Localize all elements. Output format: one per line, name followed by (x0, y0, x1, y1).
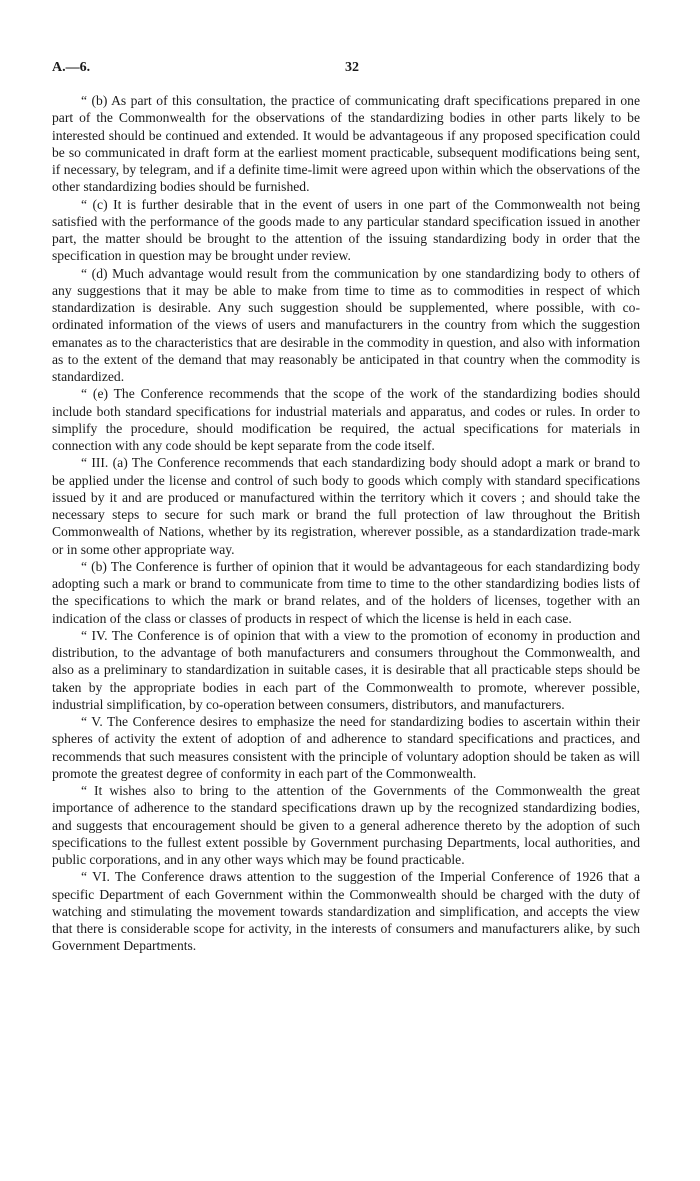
body-text (52, 92, 640, 955)
paragraph-v-governments: “ It wishes also to bring to the attention of the Governments of the Commonwealth the great importance of adherence to the standard specifications drawn up by the recognized standardizing bodies, and suggests that encouragement should be given to a general adherence thereto by the adoption of such specifications to the fullest extent possible by Government purchasing Departments, local authorities, and public corporations, and in any other ways which may be found practicable. (52, 783, 640, 867)
paragraph-ii-d: “ (d) Much advantage would result from the communication by one standardizing body to others of any suggestions that it may be able to make from time to time as to commodities in respect of which standardization is desirable. Any such suggestion should be supplemented, where possible, with co-ordinated information of the views of users and manufacturers in the country from which the suggestion emanates as to the characteristics that are desirable in the commodity in question, and also with information as to the extent of the demand that may reasonably be anticipated in that country when the commodity is standardized. (52, 265, 640, 384)
document-reference: A.—6. (52, 60, 91, 75)
page-header (52, 60, 652, 80)
page-number: 32 (345, 60, 359, 75)
paragraph-iii-a: “ III. (a) The Conference recommends that each standardizing body should adopt a mark or brand to be applied under the license and control of such body to goods which comply with standard specifications issued by it and are produced or manufactured within the territory which it covers ; and should take the necessary steps to secure for such mark or brand the full protection of law throughout the British Commonwealth of Nations, whether by its registration, wherever possible, as a standardization trade-mark or in some other appropriate way. (52, 455, 640, 557)
paragraph-ii-b: “ (b) As part of this consultation, the practice of communicating draft specifications prepared in one part of the Commonwealth for the observations of the standardizing bodies in other parts likely to be interested should be continued and extended. It would be advantageous if any proposed specification could be so communicated in draft form at the earliest moment practicable, subsequent modifications being sent, if necessary, by telegram, and if a definite time-limit were agreed upon within which the observations of the other standardizing bodies should be furnished. (52, 93, 640, 195)
paragraph-ii-c: “ (c) It is further desirable that in the event of users in one part of the Commonwealth not being satisfied with the performance of the goods made to any particular standard specification issued in another part, the matter should be brought to the attention of the issuing standardizing body in order that the specification in question may be brought under review. (52, 196, 640, 264)
paragraph-ii-e: “ (e) The Conference recommends that the scope of the work of the standardizing bodies should include both standard specifications for industrial materials and apparatus, and codes or rules. In order to simplify the procedure, should modification be required, the actual specifications for materials in connection with any code should be kept separate from the code itself. (52, 386, 640, 453)
paragraph-iii-b: “ (b) The Conference is further of opinion that it would be advantageous for each standardizing body adopting such a mark or brand to communicate from time to time to the other standardizing bodies lists of the specifications to which the mark or brand relates, and of the holders of licenses, together with an indication of the class or classes of products in respect of which the license is held in each case. (52, 558, 640, 626)
paragraph-vi: “ VI. The Conference draws attention to the suggestion of the Imperial Conference of 1926 that a specific Department of each Government within the Commonwealth should be charged with the duty of watching and stimulating the movement towards standardization and simplification, and accepts the view that there is considerable scope for activity, in the interests of consumers and manufacturers alike, by such Government Departments. (52, 869, 640, 954)
paragraph-iv: “ IV. The Conference is of opinion that with a view to the promotion of economy in production and distribution, to the advantage of both manufacturers and consumers throughout the Commonwealth, and also as a preliminary to standardization in suitable cases, it is desirable that all practicable steps should be taken by the appropriate bodies in each part of the Commonwealth to promote, wherever possible, industrial simplification, by co-operation between consumers, distributors, and manufacturers. (52, 627, 640, 712)
paragraph-v: “ V. The Conference desires to emphasize the need for standardizing bodies to ascertain within their spheres of activity the extent of adoption of and adherence to standard specifications and practices, and recommends that such measures consistent with the principle of voluntary adoption should be taken as will promote the greatest degree of conformity in each part of the Commonwealth. (52, 714, 640, 781)
